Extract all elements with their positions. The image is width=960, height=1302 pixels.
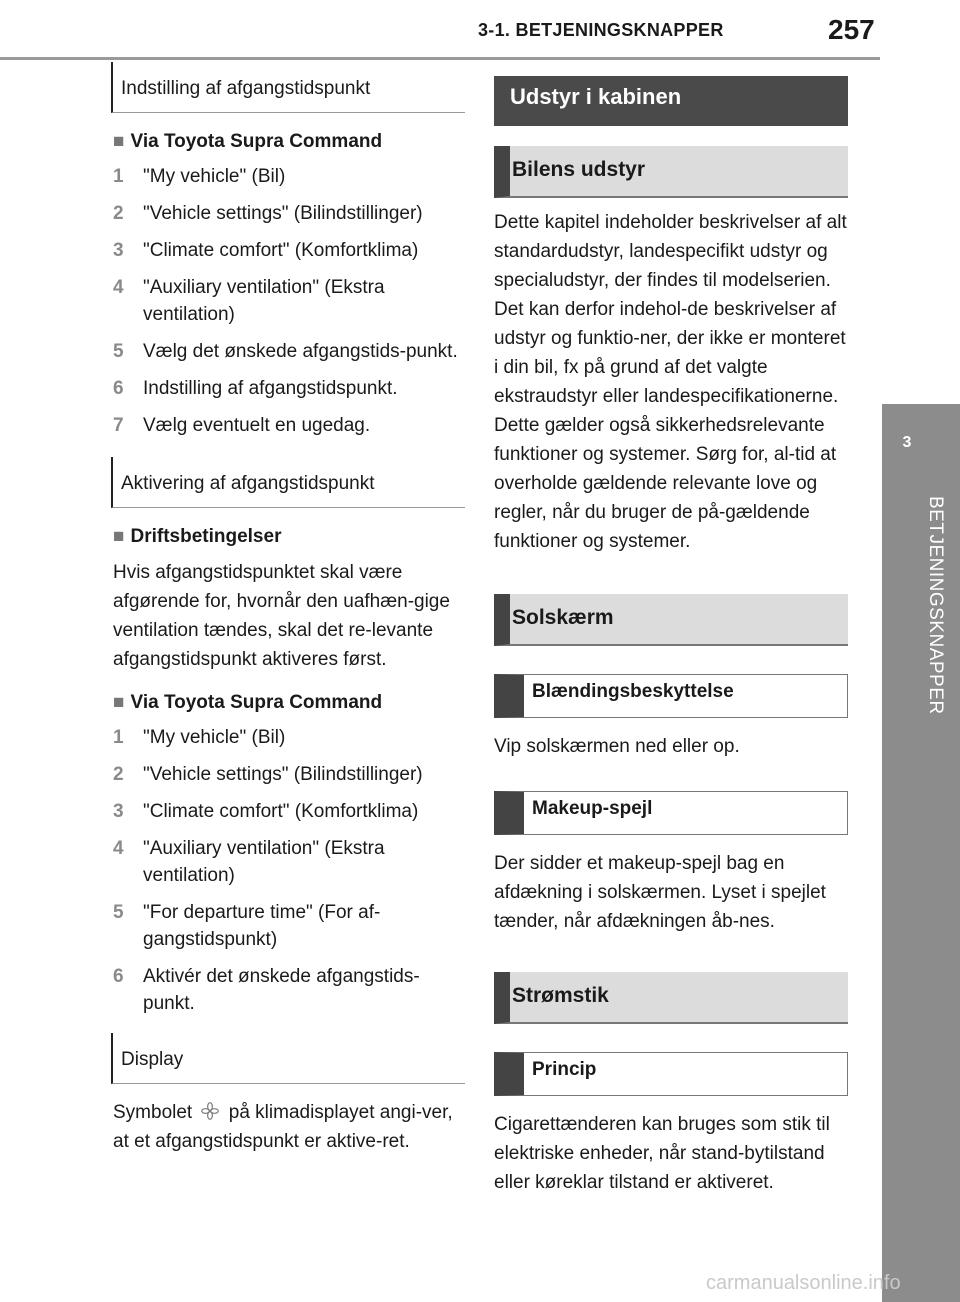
step-number: 2 [113,764,124,785]
left-column [113,62,465,1156]
step-text: "Vehicle settings" (Bilindstillinger) [143,764,423,785]
step-number: 3 [113,240,124,261]
right-column [494,62,848,1197]
section-heading-equipment: Bilens udstyr [494,146,848,198]
step-text: "Auxiliary ventilation" (Ekstra ventilation) [143,277,385,325]
step-number: 3 [113,801,124,822]
step-item [113,274,465,328]
step-text: "Climate comfort" (Komfortklima) [143,240,419,261]
chapter-number: 3 [902,434,912,451]
ventilation-fan-icon [201,1102,219,1120]
step-item [113,963,465,1017]
step-item [113,761,465,788]
step-item [113,412,465,439]
step-text: "My vehicle" (Bil) [143,727,286,748]
step-text: Vælg det ønskede afgangstids-punkt. [143,341,458,362]
chapter-label: BETJENINGSKNAPPER [925,496,946,715]
section-title: 3-1. BETJENINGSKNAPPER [478,20,724,40]
box-heading-display: Display [111,1033,465,1084]
step-item [113,200,465,227]
step-number: 1 [113,166,124,187]
step-number: 7 [113,415,124,436]
display-text: Symbolet på klimadisplayet angi-ver, at et afgangstidspunkt er aktive-ret. [113,1102,453,1152]
step-number: 6 [113,966,124,987]
watermark: carmanualsonline.info [706,1272,901,1294]
subheading-principle: Princip [494,1052,848,1096]
subheading-command-1: ■ Via Toyota Supra Command [113,131,383,152]
step-item [113,899,465,953]
step-item [113,835,465,889]
chapter-side-tab [882,404,960,1302]
page-header [0,0,960,62]
step-number: 5 [113,341,124,362]
principle-text: Cigarettænderen kan bruges som stik til elektriske enheder, når stand-bytilstand eller køreklar tilstand er aktiveret. [494,1114,830,1193]
step-number: 1 [113,727,124,748]
step-text: "Auxiliary ventilation" (Ekstra ventilation) [143,838,385,886]
step-item [113,798,465,825]
section-heading-sunvisor: Solskærm [494,594,848,646]
steps-list-1 [113,163,465,439]
step-number: 5 [113,902,124,923]
step-text: Indstilling af afgangstidspunkt. [143,378,398,399]
step-number: 4 [113,838,124,859]
step-text: "Climate comfort" (Komfortklima) [143,801,419,822]
step-text: Aktivér det ønskede afgangstids-punkt. [143,966,420,1014]
step-item [113,237,465,264]
main-heading: Udstyr i kabinen [494,76,848,126]
step-item [113,375,465,402]
makeup-mirror-text: Der sidder et makeup-spejl bag en afdækning i solskærmen. Lyset i spejlet tænder, når afdækningen åb-nes. [494,853,826,932]
step-item [113,163,465,190]
glare-text: Vip solskærmen ned eller op. [494,736,740,757]
step-number: 4 [113,277,124,298]
box-heading-setting: Indstilling af afgangstidspunkt [111,62,465,113]
step-item [113,724,465,751]
conditions-text: Hvis afgangstidspunktet skal være afgørende for, hvornår den uafhæn-gige ventilation tændes, skal det re-levante afgangstidspunkt aktiveres først. [113,562,450,670]
box-heading-activation: Aktivering af afgangstidspunkt [111,457,465,508]
step-item [113,338,465,365]
subheading-glare: Blændingsbeskyttelse [494,674,848,718]
step-text: "Vehicle settings" (Bilindstillinger) [143,203,423,224]
subheading-conditions: ■ Driftsbetingelser [113,526,282,547]
subheading-makeup-mirror: Makeup-spejl [494,791,848,835]
subheading-command-2: ■ Via Toyota Supra Command [113,692,383,713]
step-text: "My vehicle" (Bil) [143,166,286,187]
equipment-text: Dette kapitel indeholder beskrivelser af alt standardudstyr, landespecifikt udstyr og specialudstyr, der findes til modelserien. Det kan derfor indehol-de beskrivelser af udstyr og funktio-ner, der ikke er monteret i din bil, fx på grund af det valgte ekstraudstyr eller landespecifikationerne. Dette gælder også sikkerhedsrelevante funktioner og systemer. Sørg for, al-tid at overholde gældende relevante love og regler, når du bruger de på-gældende funktioner og systemer. [494,212,847,552]
step-number: 6 [113,378,124,399]
steps-list-2 [113,724,465,1017]
header-rule [0,57,880,60]
step-text: Vælg eventuelt en ugedag. [143,415,371,436]
section-heading-power-socket: Strømstik [494,972,848,1024]
page-number: 257 [828,14,875,45]
step-number: 2 [113,203,124,224]
step-text: "For departure time" (For af-gangstidspunkt) [143,902,381,950]
